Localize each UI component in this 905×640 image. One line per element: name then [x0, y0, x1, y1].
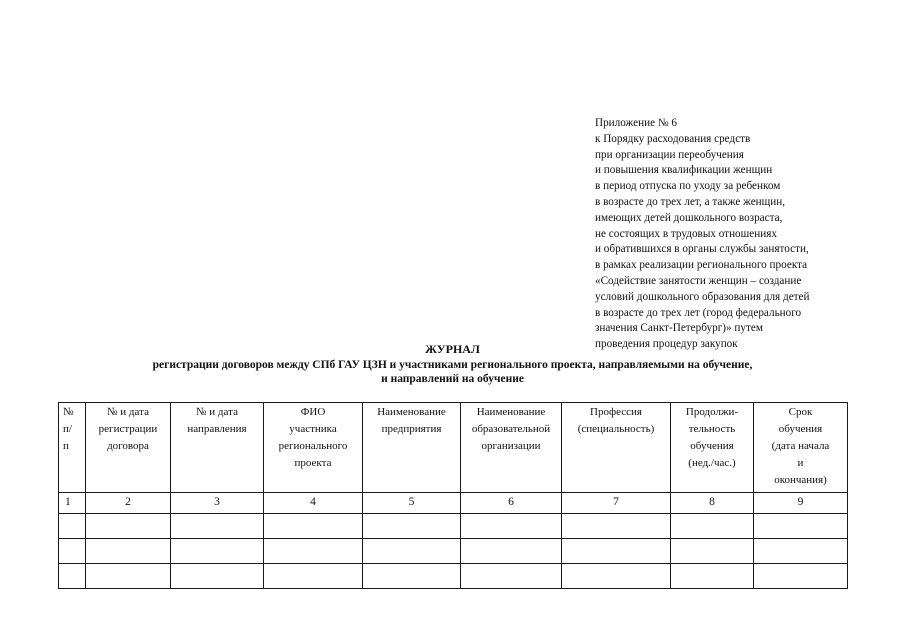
- journal-title: ЖУРНАЛ: [425, 342, 480, 356]
- empty-cell: [461, 564, 562, 589]
- appendix-line: в возрасте до трех лет (город федерального: [595, 306, 802, 319]
- journal-subtitle-continued: и направлений на обучение: [381, 373, 524, 385]
- empty-cell: [461, 539, 562, 564]
- column-header-line: п: [63, 440, 69, 452]
- column-header: [171, 403, 264, 493]
- empty-cell: [754, 514, 848, 539]
- empty-cell: [59, 514, 86, 539]
- column-header-line: №: [63, 406, 74, 418]
- empty-cell: [264, 514, 363, 539]
- empty-cell: [59, 539, 86, 564]
- column-header-line: (специальность): [577, 423, 655, 435]
- column-header: [671, 403, 754, 493]
- column-header-line: обучения: [690, 440, 734, 452]
- column-header-line: тельность: [688, 423, 736, 435]
- column-header-line: п/: [63, 423, 72, 435]
- column-header-line: направления: [187, 423, 247, 435]
- column-header: [59, 403, 86, 493]
- empty-cell: [754, 539, 848, 564]
- empty-cell: [86, 539, 171, 564]
- column-header-line: № и дата: [107, 406, 149, 418]
- column-number: 3: [171, 493, 264, 514]
- column-number: 5: [363, 493, 461, 514]
- column-header-line: окончания): [774, 474, 827, 486]
- empty-cell: [562, 539, 671, 564]
- appendix-line: в период отпуска по уходу за ребенком: [595, 180, 781, 193]
- column-header-line: Продолжи-: [685, 406, 739, 418]
- column-number: 4: [264, 493, 363, 514]
- table-row: [59, 514, 848, 539]
- column-number: 1: [59, 493, 86, 514]
- appendix-line: имеющих детей дошкольного возраста,: [595, 211, 783, 224]
- column-header-line: Наименование: [377, 406, 446, 418]
- column-number: 7: [562, 493, 671, 514]
- empty-cell: [671, 514, 754, 539]
- column-header-line: и: [797, 457, 804, 469]
- column-number-row: [59, 493, 848, 514]
- column-number: 8: [671, 493, 754, 514]
- table-row: [59, 564, 848, 589]
- column-header-line: предприятия: [381, 423, 442, 435]
- appendix-note: [595, 116, 895, 353]
- journal-table: [58, 402, 848, 589]
- column-header-line: договора: [107, 440, 149, 452]
- column-header: [461, 403, 562, 493]
- column-header-line: (нед./час.): [688, 457, 736, 469]
- table-row: [59, 539, 848, 564]
- column-number: 2: [86, 493, 171, 514]
- journal-subtitle: регистрации договоров между СПб ГАУ ЦЗН и участниками регионального проекта, направляемыми на обучение,: [152, 359, 753, 371]
- empty-cell: [562, 514, 671, 539]
- empty-cell: [171, 564, 264, 589]
- column-header-line: участника: [289, 423, 337, 435]
- empty-cell: [562, 564, 671, 589]
- empty-cell: [86, 564, 171, 589]
- column-header: [264, 403, 363, 493]
- empty-cell: [363, 539, 461, 564]
- empty-cell: [461, 514, 562, 539]
- empty-cell: [171, 514, 264, 539]
- empty-cell: [363, 514, 461, 539]
- column-header-line: обучения: [778, 423, 823, 435]
- column-header-line: Срок: [788, 406, 813, 418]
- empty-cell: [671, 539, 754, 564]
- empty-cell: [363, 564, 461, 589]
- appendix-line: проведения процедур закупок: [595, 338, 738, 351]
- table-header-row: [59, 403, 848, 493]
- appendix-line: в возрасте до трех лет, а также женщин,: [595, 195, 786, 208]
- column-header-line: Профессия: [590, 406, 642, 418]
- column-number: 9: [754, 493, 848, 514]
- empty-cell: [754, 564, 848, 589]
- column-header-line: ФИО: [300, 406, 326, 418]
- appendix-line: значения Санкт-Петербург)» путем: [595, 322, 763, 335]
- column-header: [86, 403, 171, 493]
- appendix-line: условий дошкольного образования для детей: [595, 290, 810, 303]
- appendix-line: «Содействие занятости женщин – создание: [595, 274, 802, 287]
- empty-cell: [59, 564, 86, 589]
- empty-cell: [264, 564, 363, 589]
- appendix-line: не состоящих в трудовых отношениях: [595, 227, 777, 240]
- column-header: [562, 403, 671, 493]
- empty-cell: [86, 514, 171, 539]
- empty-cell: [171, 539, 264, 564]
- column-header-line: регионального: [278, 440, 348, 452]
- empty-cell: [264, 539, 363, 564]
- appendix-line: при организации переобучения: [595, 148, 744, 161]
- column-header-line: Наименование: [476, 406, 546, 418]
- appendix-line: в рамках реализации регионального проекта: [595, 259, 808, 272]
- appendix-line: и обратившихся в органы службы занятости,: [595, 243, 809, 256]
- column-number: 6: [461, 493, 562, 514]
- column-header-line: № и дата: [196, 406, 238, 418]
- appendix-line: и повышения квалификации женщин: [595, 164, 773, 177]
- column-header: [754, 403, 848, 493]
- column-header-line: организации: [481, 440, 541, 452]
- column-header-line: регистрации: [98, 423, 158, 435]
- column-header-line: образовательной: [471, 423, 551, 435]
- column-header: [363, 403, 461, 493]
- appendix-line: к Порядку расходования средств: [595, 132, 751, 145]
- column-header-line: (дата начала: [771, 440, 830, 452]
- appendix-line: Приложение № 6: [595, 117, 677, 129]
- empty-cell: [671, 564, 754, 589]
- column-header-line: проекта: [294, 457, 332, 469]
